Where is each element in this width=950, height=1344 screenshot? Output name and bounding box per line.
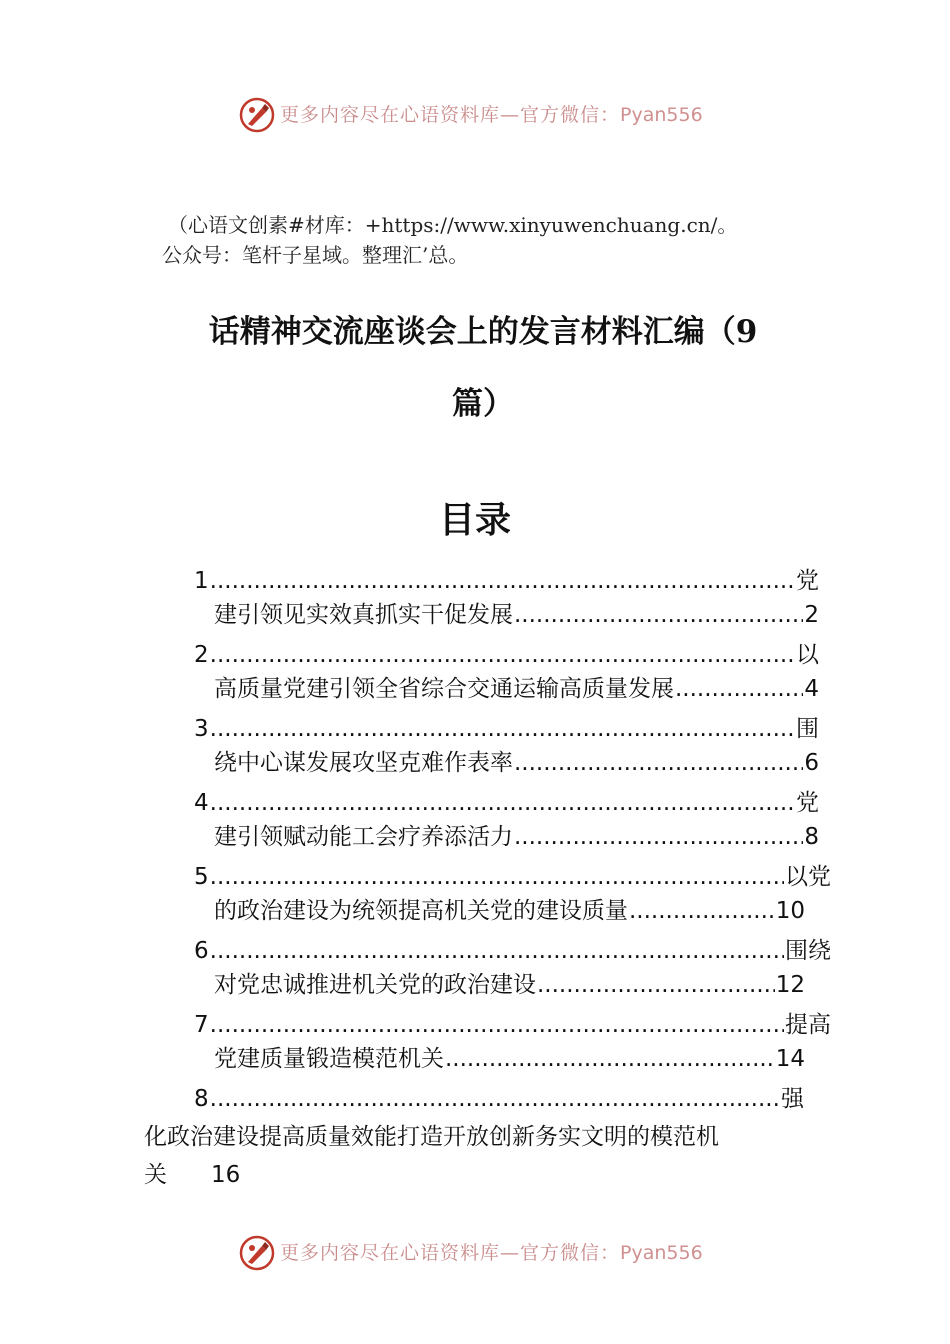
footer-watermark [0,1234,950,1274]
toc-entry-1[interactable]: 1 ..... 党 建引领见实效真抓实干促发展 ..... 2 [194,564,819,632]
source-line-1: （心语文创素#材库：+https://www.xinyuwenchuang.cn/。 [168,213,738,237]
pen-nib-logo-icon [238,1234,276,1272]
toc-entry-8-line-3[interactable]: 关 16 [144,1162,241,1188]
toc-entry-4[interactable]: 4 ..... 党 建引领赋动能工会疗养添活力 ..... 8 [194,786,819,854]
title-line-1: 话精神交流座谈会上的发言材料汇编（9 [208,314,758,350]
toc-entry-5[interactable]: 5 ..... 以党 的政治建设为统领提高机关党的建设质量 ..... 10 [194,860,831,928]
toc-entry-6[interactable]: 6 ..... 围绕 对党忠诚推进机关党的政治建设 ..... 12 [194,934,831,1002]
pen-nib-logo-icon [238,96,276,134]
toc-entry-7[interactable]: 7 ..... 提高 党建质量锻造模范机关 ..... 14 [194,1008,831,1076]
title-line-2: 篇） [452,386,514,422]
toc-heading: 目录 [438,499,511,541]
source-note [162,210,862,270]
watermark-text: 更多内容尽在心语资料库—官方微信：Pyan556 [280,104,703,126]
toc-entry-8[interactable]: 8 ..... 强 [194,1082,804,1116]
header-watermark [0,96,950,136]
toc-entry-8-line-2[interactable]: 化政治建设提高质量效能打造开放创新务实文明的模范机 [144,1124,719,1150]
source-line-2: 公众号：笔杆子星域。整理汇’总。 [162,243,469,267]
watermark-text: 更多内容尽在心语资料库—官方微信：Pyan556 [280,1242,703,1264]
toc-entry-2[interactable]: 2 ..... 以 高质量党建引领全省综合交通运输高质量发展 ..... 4 [194,638,819,706]
toc-entry-3[interactable]: 3 ..... 围 绕中心谋发展攻坚克难作表率 ..... 6 [194,712,819,780]
document-title [168,296,798,440]
